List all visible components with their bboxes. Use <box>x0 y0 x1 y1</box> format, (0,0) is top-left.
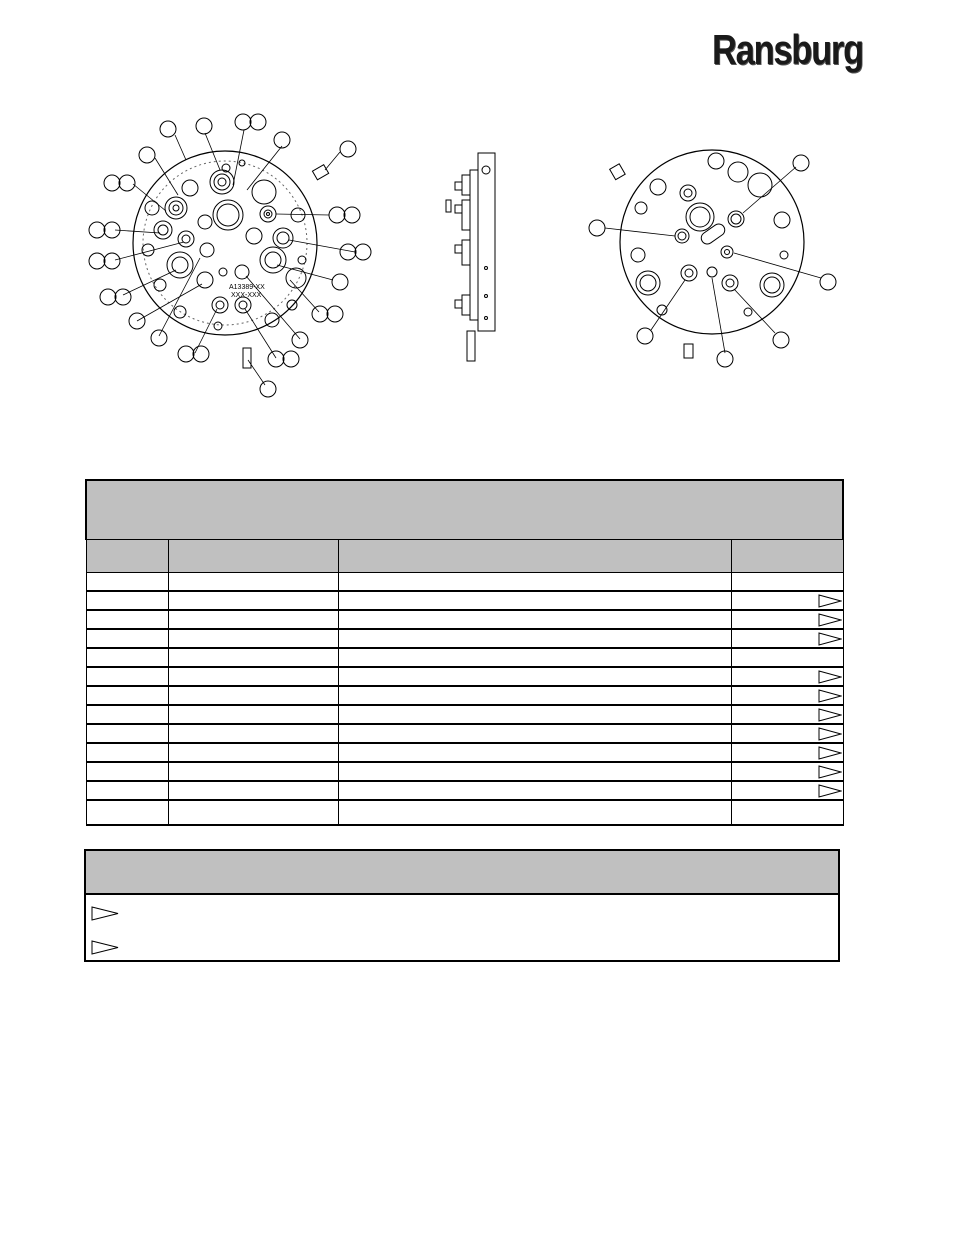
table-row <box>86 743 843 762</box>
table-title-row <box>86 480 843 540</box>
table-cell <box>338 705 731 724</box>
table-cell <box>731 629 843 648</box>
table-cell <box>731 781 843 800</box>
revision-flag-icon <box>818 670 842 684</box>
table-row <box>86 610 843 629</box>
table-cell <box>168 705 338 724</box>
note-flag-icon <box>91 906 119 921</box>
table-cell <box>86 591 168 610</box>
table-cell <box>338 667 731 686</box>
ransburg-logo: Ransburg <box>712 26 863 73</box>
note-flag-icon <box>91 940 119 955</box>
back-callout-bubbles <box>589 155 836 367</box>
table-cell <box>338 724 731 743</box>
table-cell <box>168 724 338 743</box>
table-cell <box>168 573 338 592</box>
table-cell <box>338 686 731 705</box>
back-view <box>610 150 804 358</box>
table-cell <box>86 724 168 743</box>
table-row <box>86 573 843 592</box>
table-cell <box>168 629 338 648</box>
table-row <box>86 667 843 686</box>
parts-list-table <box>85 479 844 826</box>
notes-box <box>84 849 840 962</box>
table-cell <box>168 781 338 800</box>
revision-flag-icon <box>818 746 842 760</box>
table-cell <box>86 800 168 825</box>
table-cell <box>86 573 168 592</box>
table-cell <box>168 667 338 686</box>
table-cell <box>168 743 338 762</box>
revision-flag-icon <box>818 594 842 608</box>
table-cell <box>338 591 731 610</box>
table-row <box>86 705 843 724</box>
table-cell <box>338 629 731 648</box>
table-cell <box>731 610 843 629</box>
front-marking-line2: XXX-XXX <box>231 292 262 299</box>
front-view <box>133 151 329 368</box>
table-cell <box>86 743 168 762</box>
table-cell <box>86 705 168 724</box>
front-marking-line1: A13389-XX <box>229 284 265 291</box>
table-cell <box>338 610 731 629</box>
table-cell <box>731 705 843 724</box>
table-cell <box>86 686 168 705</box>
revision-flag-icon <box>818 765 842 779</box>
table-cell <box>338 743 731 762</box>
front-callouts <box>115 130 355 385</box>
table-cell <box>731 573 843 592</box>
table-cell <box>168 762 338 781</box>
table-cell <box>731 762 843 781</box>
table-cell <box>86 610 168 629</box>
table-cell <box>731 591 843 610</box>
revision-flag-icon <box>818 689 842 703</box>
table-cell <box>731 648 843 667</box>
back-callouts <box>605 167 821 353</box>
table-row <box>86 591 843 610</box>
table-row <box>86 724 843 743</box>
table-row <box>86 629 843 648</box>
table-cell <box>731 800 843 825</box>
table-cell <box>338 648 731 667</box>
notes-header <box>86 851 838 895</box>
table-cell <box>731 686 843 705</box>
table-cell <box>338 573 731 592</box>
table-row <box>86 800 843 825</box>
revision-flag-icon <box>818 784 842 798</box>
table-cell <box>731 667 843 686</box>
side-view <box>446 153 495 361</box>
manifold-drawings <box>0 100 954 400</box>
revision-flag-icon <box>818 708 842 722</box>
table-cell <box>168 591 338 610</box>
revision-flag-icon <box>818 727 842 741</box>
column-header <box>338 540 731 573</box>
table-cell <box>731 724 843 743</box>
table-row <box>86 648 843 667</box>
table-cell <box>338 762 731 781</box>
table-cell <box>86 629 168 648</box>
table-cell <box>168 686 338 705</box>
column-header <box>731 540 843 573</box>
revision-flag-icon <box>818 613 842 627</box>
table-cell <box>86 781 168 800</box>
table-row <box>86 686 843 705</box>
table-cell <box>168 610 338 629</box>
table-cell <box>338 800 731 825</box>
table-cell <box>338 781 731 800</box>
table-cell <box>168 648 338 667</box>
table-cell <box>168 800 338 825</box>
table-cell <box>86 667 168 686</box>
revision-flag-icon <box>818 632 842 646</box>
table-row <box>86 762 843 781</box>
table-cell <box>86 648 168 667</box>
table-cell <box>86 762 168 781</box>
table-cell <box>731 743 843 762</box>
column-header <box>86 540 168 573</box>
table-row <box>86 781 843 800</box>
column-header <box>168 540 338 573</box>
